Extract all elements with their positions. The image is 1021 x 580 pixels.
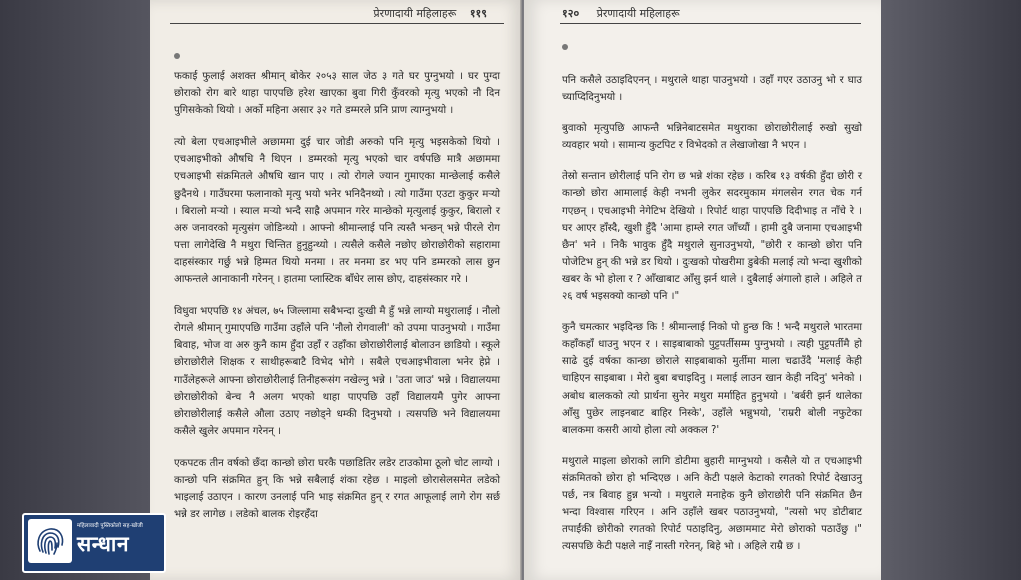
paragraph: बुवाको मृत्युपछि आफन्तै भन्निनेबाटसमेत मथुराका छोराछोरीलाई रुखो सुखो व्यवहार भयो । सामान्य कुटपिट र विभेदको त लेखाजोखा नै भएन ।	[562, 123, 862, 152]
paragraph: पनि कसैले उठाइदिएनन् । मथुराले थाहा पाउनुभयो । उहाँ गएर उठाउनु भो र घाउ च्याप्दिदिनुभयो ।	[562, 75, 862, 104]
logo-tagline: महिलावादी पुस्तिकोलो सह-खोजी	[77, 523, 143, 529]
left-page	[150, 0, 522, 580]
paragraph: तेस्रो सन्तान छोरीलाई पनि रोग छ भन्ने शंका रहेछ । करिब १३ वर्षकी हुँदा छोरी र कान्छो छोरा आमालाई केही नभनी लुकेर सदरमुकाम मंगलसेन रगत चेक गर्न गएछन् । एचआइभी नेगेटिभ देखियो । रिपोर्ट थाहा पाएपछि दिदीभाइ त नाँचे रे । घर आएर हाँस्दै, खुशी हुँदै 'आमा हाम्ले रगत जाँच्यौं । हामी दुबै जनामा एचआइभी छैन' भने । निकै भावुक हुँदै मथुराले सुनाउनुभयो, "छोरी र कान्छो छोरा पनि पोजेटिभ हुन् की भन्ने डर थियो । दुःखको पोखरीमा डुबेकी मलाई त्यो भन्दा खुशीको खबर के भो होला र ? आँखाबाट आँसु झर्न थाले । दुबैलाई अंगालो हाले । अहिले त २६ वर्ष भइसक्यो कान्छो पनि ।"	[562, 171, 862, 303]
paragraph: त्यो बेला एचआइभीले अछाममा दुई चार जोडी अरुको पनि मृत्यु भइसकेको थियो । एचआइभीको औषधि नै थिएन । डम्मरको मृत्यु भएको चार वर्षपछि मात्रै अछाममा एचआइभी संक्रमितले औषधि खान पाए । त्यो रोगले ज्यान गुमाएका मान्छेलाई कसैले छुदैनथे । गाउँघरमा फलानाको मृत्यु भयो भनेर भनिदैनथ्यो । त्यो गाउँमा एउटा कुकुर मऱ्यो । बिरालो मऱ्यो । स्याल मऱ्यो भन्दै साह्रै अपमान गरेर मान्छेको मृत्युलाई कुकुर, बिरालो र अरु जनावरको मृत्युसंग जोडिन्थ्यो । आफ्नो श्रीमान्लाई पनि त्यस्तै भन्छन् भन्ने पीरले रोग पत्ता लागेदेखि नै मथुरा चिन्तित हुनुहुन्थ्यो । त्यसैले कसैले नछोए छोराछोरीको सहारामा दाहसंस्कार गर्छु भन्ने हिम्मत थियो मनमा । तर मनमा डर भए पनि डम्मरको लास छुन आफन्तले आनाकानी गरेनन् । हातमा प्लास्टिक बाँधेर लास छोए, दाहसंस्कार गरे ।	[174, 137, 500, 286]
left-page-number: ११९	[469, 7, 487, 20]
paragraph: फकाई फुलाई अशक्त श्रीमान् बोकेर २०५३ साल जेठ ३ गते घर पुग्नुभयो । घर पुग्दा छोराको रोग बारे थाहा पाएपछि हरेश खाएका बुवा गिरी कुँवरको मृत्यु भएको नौ दिन पुगिसकेको थियो । अर्को महिना असार ३२ गते डम्मरले प्रनि प्राण त्याग्नुभयो ।	[174, 71, 500, 117]
page-mark-icon	[562, 44, 568, 50]
paragraph: विधुवा भएपछि १४ अंचल, ७५ जिल्लामा सबैभन्दा दुःखी मै हुँ भन्ने लाग्यो मथुरालाई । नौलो रोगले श्रीमान् गुमाएपछि गाउँमा उहाँले पनि 'नौलो रोगवाली' को उपमा पाउनुभयो । गाउँमा बिवाह, भोज वा अरु कुनै काम हुँदा उहाँ र उहाँका छोराछोरीलाई बोलाउन छाडियो । स्कूले छोराछोरीले शिक्षक र साथीहरूबाटै विभेद भोगे । सबैले एचआइभीवाला भनेर हेप्ने । गाउँलेहरूले आफ्ना छोराछोरीलाई तिनीहरूसंग नखेल्नु भन्ने । 'उता जाउ' भन्ने । विद्यालयमा छोराछोरीको बेन्च नै अलग भएको थाहा पाएपछि उहाँ विद्यालयमै पुगेर आफ्ना छोराछोरीलाई कसैले औला उठाए नछोड्ने धम्की दिनुभयो । त्यसपछि भने विद्यालयमा कसैले खुलेर अपमान गरेनन् ।	[174, 306, 500, 437]
background-left	[0, 0, 150, 580]
left-header-title: प्रेरणादायी महिलाहरू	[373, 7, 457, 20]
left-page-header	[373, 6, 487, 21]
right-page-body	[562, 72, 862, 569]
right-page	[524, 0, 881, 580]
sandhan-logo	[22, 513, 166, 573]
left-page-body	[174, 68, 500, 538]
logo-name: सन्धान	[77, 532, 130, 556]
right-header-rule	[560, 23, 861, 24]
paragraph: कुनै चमत्कार भइदिन्छ कि ! श्रीमान्लाई निको पो हुन्छ कि ! भन्दै मथुराले भारतमा कहाँकहाँ धाउनु भएन र । साइबाबाको पुट्टपर्तीसम्म पुग्नुभयो । त्यही पुट्टपर्तीमै हो साढे दुई वर्षका कान्छा छोराले साइबाबाको मुर्तीमा माला चढाउँदै 'मलाई केही चाहिएन साइबाबा । मेरो बुबा बचाइदिनु । मलाई लाउन खान केही नदिनु' भनेको । अबोध बालकको त्यो प्रार्थना सुनेर मथुरा मर्माहित हुनुभयो । 'बर्बरी झर्न थालेका आँसु पुछेर लाइनबाट बाहिर निस्के', उहाँले भन्नुभयो, 'राम्ररी बोली नफुटेका बालकमा कसरी आयो होला त्यो अक्कल ?'	[562, 322, 862, 436]
right-header-title: प्रेरणादायी महिलाहरू	[596, 7, 680, 20]
paragraph: मथुराले माइला छोराको लागि डोटीमा बुहारी माग्नुभयो । कसैले यो त एचआइभी संक्रमितको छोरा हो भन्दिएछ । अनि केटी पक्षले केटाको रगतको रिपोर्ट देखाउनु पर्छ, नत्र बिवाह हुन्न भन्यो । मथुराले मनाहेक कुनै छोराछोरी पनि संक्रमित छैन भन्दा विश्वास गरिएन । अनि उहाँले खबर पठाउनुभयो, "त्यसो भए डोटीबाट तपाईंकी छोरीको रगतको रिपोर्ट पठाइदिनु, अछाममाट मेरो छोराको पठाउँछु ।" त्यसपछि केटी पक्षले नाइँ नास्ती गरेनन्, बिहे भो । अहिले राम्रै छ ।	[562, 455, 862, 553]
page-mark-icon	[174, 53, 180, 59]
left-header-rule	[170, 23, 504, 24]
background-right	[881, 0, 1021, 580]
fingerprint-icon	[28, 519, 72, 563]
right-page-number: १२०	[562, 7, 580, 20]
paragraph: एकपटक तीन वर्षको छँदा कान्छो छोरा घरकै पछाडितिर लडेर टाउकोमा ठूलो चोट लाग्यो । कान्छो पनि संक्रमित हुन् कि भन्ने सबैलाई शंका रहेछ । माइलो छोरासेलसमेत लडेको भाइलाई उठाएन । कारण उनलाई पनि भाइ संक्रमित हुन् र रगत आफूलाई लागे रोग सर्छ भन्ने डर लागेछ । लडेको बालक रोइरहँदा	[174, 457, 500, 521]
right-page-header	[562, 6, 680, 21]
